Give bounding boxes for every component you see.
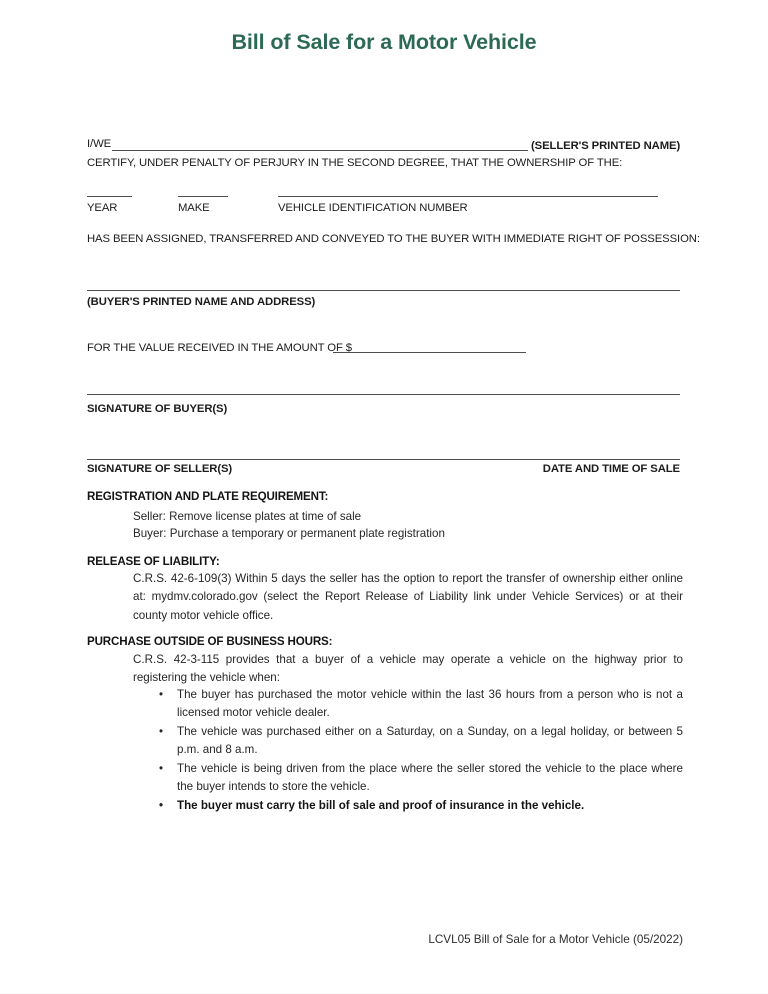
- release-of-liability-body: C.R.S. 42-6-109(3) Within 5 days the seller has the option to report the transfer of ownership either online at: mydmv.colorado.gov (select the Report Release of Liability link under Vehicle Services) or at their county motor vehicle office.: [133, 572, 683, 622]
- iwe-label: I/WE: [87, 138, 112, 150]
- registration-section-heading: REGISTRATION AND PLATE REQUIREMENT:: [87, 490, 329, 503]
- amount-fill-line[interactable]: [333, 352, 526, 353]
- seller-name-fill-line[interactable]: [112, 150, 528, 151]
- signature-of-sellers-label: SIGNATURE OF SELLER(S): [87, 463, 233, 475]
- buyers-printed-name-label: (BUYER'S PRINTED NAME AND ADDRESS): [87, 296, 316, 308]
- value-received-label: FOR THE VALUE RECEIVED IN THE AMOUNT OF $: [87, 342, 352, 354]
- page-title: Bill of Sale for a Motor Vehicle: [231, 30, 537, 54]
- iwe-row: [87, 138, 111, 150]
- buyer-name-address-fill-line[interactable]: [87, 290, 680, 291]
- release-of-liability-heading: RELEASE OF LIABILITY:: [87, 555, 220, 568]
- make-label: MAKE: [178, 202, 210, 214]
- list-item: • The buyer must carry the bill of sale and proof of insurance in the vehicle.: [155, 797, 683, 815]
- purchase-conditions-list: [155, 686, 683, 816]
- list-item: • The buyer has purchased the motor vehicle within the last 36 hours from a person who is not a licensed motor vehicle dealer.: [155, 686, 683, 723]
- purchase-outside-hours-heading: PURCHASE OUTSIDE OF BUSINESS HOURS:: [87, 635, 333, 648]
- registration-seller-line: Seller: Remove license plates at time of sale: [133, 510, 362, 523]
- year-fill-line[interactable]: [87, 196, 132, 197]
- make-fill-line[interactable]: [178, 196, 228, 197]
- registration-buyer-line: Buyer: Purchase a temporary or permanent plate registration: [133, 527, 445, 540]
- seller-signature-fill-line[interactable]: [87, 459, 680, 460]
- purchase-outside-hours-intro: C.R.S. 42-3-115 provides that a buyer of a vehicle may operate a vehicle on the highway prior to registering the vehicle when:: [133, 653, 683, 685]
- document-footer: LCVL05 Bill of Sale for a Motor Vehicle (05/2022): [428, 933, 683, 946]
- vin-label: VEHICLE IDENTIFICATION NUMBER: [278, 202, 468, 214]
- date-and-time-of-sale-label: DATE AND TIME OF SALE: [542, 463, 680, 475]
- list-item: • The vehicle was purchased either on a Saturday, on a Sunday, on a legal holiday, or between 5 p.m. and 8 a.m.: [155, 723, 683, 760]
- year-label: YEAR: [87, 202, 118, 214]
- buyer-signature-fill-line[interactable]: [87, 394, 680, 395]
- vin-fill-line[interactable]: [278, 196, 658, 197]
- list-item: • The vehicle is being driven from the place where the seller stored the vehicle to the place where the buyer intends to store the vehicle.: [155, 760, 683, 797]
- certify-statement: CERTIFY, UNDER PENALTY OF PERJURY IN THE SECOND DEGREE, THAT THE OWNERSHIP OF THE:: [87, 157, 623, 169]
- signature-of-buyers-label: SIGNATURE OF BUYER(S): [87, 403, 228, 415]
- assigned-statement: HAS BEEN ASSIGNED, TRANSFERRED AND CONVEYED TO THE BUYER WITH IMMEDIATE RIGHT OF POSSESSION:: [87, 233, 700, 245]
- sellers-printed-name-label: (SELLER'S PRINTED NAME): [531, 140, 681, 152]
